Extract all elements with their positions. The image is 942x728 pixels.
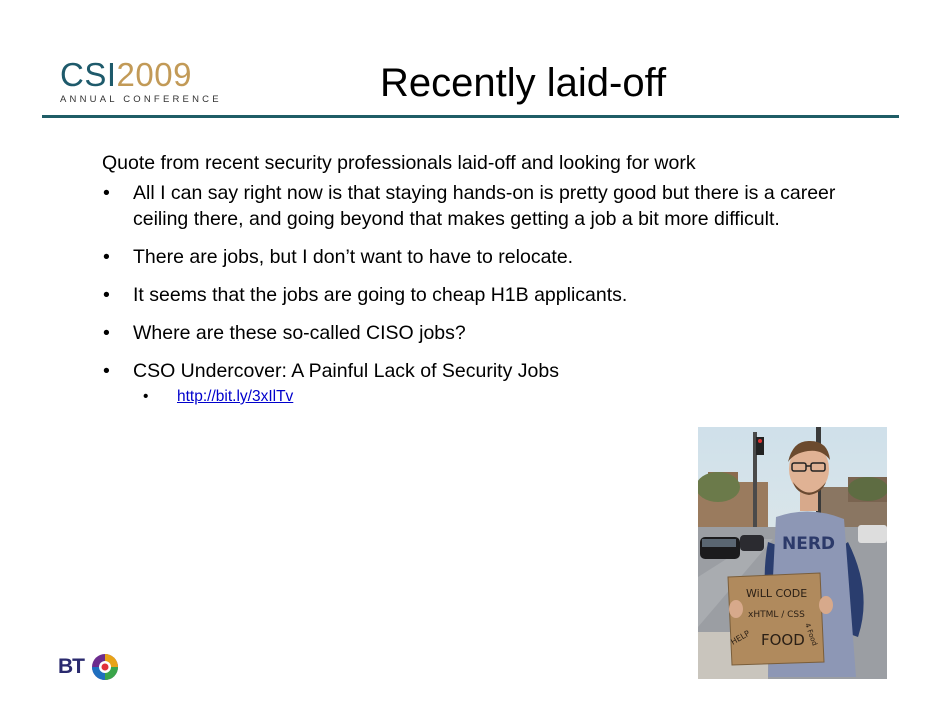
bullet-marker: • (103, 246, 110, 268)
sign-line-1: WiLL CODE (746, 587, 808, 600)
logo-csi-text: CSI (60, 56, 117, 93)
intro-text: Quote from recent security professionals laid-off and looking for work (102, 152, 696, 174)
sign-line-2: xHTML / CSS (748, 610, 805, 620)
sub-bullet-item (133, 386, 862, 408)
sign-line-3: FOOD (761, 631, 805, 649)
bullet-item (102, 180, 858, 232)
slide-title: Recently laid-off (380, 61, 667, 105)
csi2009-logo (60, 58, 220, 108)
bullet-marker: • (103, 284, 110, 306)
title-divider (42, 115, 899, 118)
logo-year-text: 2009 (116, 56, 192, 93)
sub-bullet-list (133, 386, 862, 408)
bullet-text: It seems that the jobs are going to cheap H1B applicants. (133, 284, 628, 306)
bullet-list (102, 180, 862, 408)
bt-piper-icon (90, 652, 120, 682)
bullet-text: CSO Undercover: A Painful Lack of Security Jobs (133, 360, 559, 382)
protester-photo (698, 427, 887, 679)
logo-subtitle: ANNUAL CONFERENCE (60, 94, 222, 105)
bullet-item (102, 282, 862, 308)
sign-line-4: HELP (729, 628, 752, 647)
bullet-marker: • (103, 182, 110, 204)
slide-body (102, 150, 862, 420)
bullet-text: All I can say right now is that staying hands-on is pretty good but there is a career ceiling there, and going beyond that makes getting a job a bit more difficult. (133, 182, 836, 230)
shirt-text: NERD (782, 534, 836, 554)
bt-wordmark: BT (58, 655, 84, 678)
bt-logo (58, 652, 128, 682)
bullet-marker: • (103, 322, 110, 344)
sub-bullet-marker: • (143, 388, 149, 405)
logo-wordmark (60, 58, 220, 91)
bullet-item (102, 320, 862, 346)
bullet-item (102, 244, 862, 270)
bullet-marker: • (103, 360, 110, 382)
bullet-item (102, 358, 862, 408)
sign-line-5: 4 Food (803, 622, 819, 647)
bullet-text: Where are these so-called CISO jobs? (133, 322, 466, 344)
bullet-text: There are jobs, but I don’t want to have to relocate. (133, 246, 574, 268)
article-link[interactable]: http://bit.ly/3xIlTv (177, 388, 294, 405)
